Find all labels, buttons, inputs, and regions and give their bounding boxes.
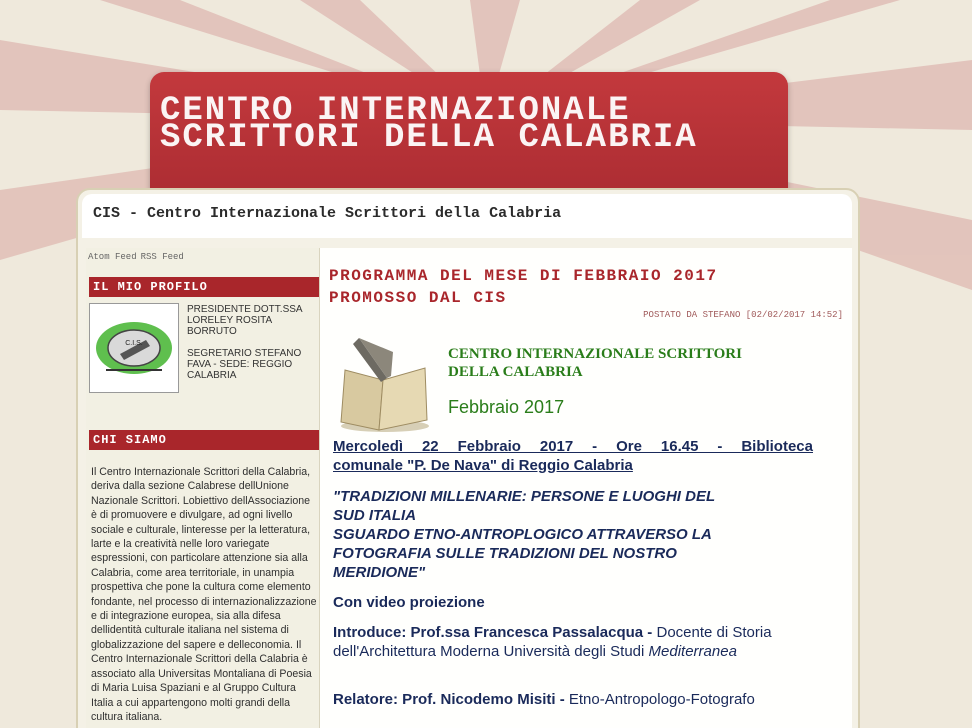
about-heading: CHI SIAMO [89,430,319,450]
rel-text: Etno-Antropologo-Fotografo [564,691,755,708]
intro-italic: Mediterranea [648,643,737,660]
month-label: Febbraio 2017 [448,397,565,417]
post-title[interactable]: PROGRAMMA DEL MESE DI FEBBRAIO 2017 PROMOSSO DAL CIS [329,267,718,307]
about-text: Il Centro Internazionale Scrittori della Calabria, deriva dalla sezione Calabrese dellUnione Nazionale Scrittori. Lobiettivo dellAssociazione è di promuovere e divulgare, ad ogni livello sociale e culturale, linteresse per la letteratura, larte e la creatività nelle loro variegate espressioni, con particolare attenzione sia alla Calabria, come area territoriale, in unampia prospettiva che pone la cultura come elemento fondante, nel processo di internazionalizzazione e di integrazione europea, sia alla difesa dellidentità culturale italiana nel sistema di globalizzazione del sapere e delleconomia. Il Centro Internazionale Scrittori della Calabria è associato alla Universitas Montaliana di Poesia di Maria Luisa Spaziani e al Gruppo Cultura Italia a cui appartengono molti grandi della cultura italiana. [91,466,317,723]
post-meta: POSTATO DA STEFANO [02/02/2017 14:52] [643,310,843,320]
quote-line-5: MERIDIONE" [333,564,426,581]
rel-label: Relatore: Prof. Nicodemo Misiti - [333,691,565,708]
svg-text:C.I.S.: C.I.S. [125,340,143,347]
profile-heading: IL MIO PROFILO [89,277,319,297]
profile-text [187,304,315,381]
quote-line-1: "TRADIZIONI MILLENARIE: PERSONE E LUOGHI DEL [333,488,716,505]
site-name: CIS - Centro Internazionale Scrittori della Calabria [93,205,562,222]
profile-president: PRESIDENTE DOTT.SSA LORELEY ROSITA BORRUTO [187,304,303,337]
feed-links [88,252,188,262]
introducer [333,623,813,661]
open-book-icon [333,330,433,434]
video-note: Con video proiezione [333,594,485,611]
quote-line-3: SGUARDO ETNO-ANTROPLOGICO ATTRAVERSO LA [333,526,712,543]
atom-feed-link[interactable]: Atom Feed [88,252,137,262]
quote-line-2: SUD ITALIA [333,507,417,524]
quote-line-4: FOTOGRAFIA SULLE TRADIZIONI DEL NOSTRO [333,545,677,562]
event-details[interactable] [333,437,813,475]
speaker [333,690,813,709]
profile-logo[interactable] [89,303,179,393]
rss-feed-link[interactable]: RSS Feed [140,252,184,262]
event-line-2: comunale "P. De Nava" di Reggio Calabria [333,457,633,474]
intro-label: Introduce: Prof.ssa Francesca Passalacqua - [333,624,653,641]
event-subtitle [333,487,813,582]
intro-text: Docente di Storia dell'Architettura Moderna Università degli Studi [333,624,772,660]
cis-title: CENTRO INTERNAZIONALE SCRITTORI DELLA CALABRIA [448,346,742,380]
cis-logo-icon [90,304,178,392]
event-line-1: Mercoledì 22 Febbraio 2017 - Ore 16.45 - Biblioteca [333,438,813,455]
profile-secretary: SEGRETARIO STEFANO FAVA - SEDE: REGGIO CALABRIA [187,348,302,381]
banner-title[interactable]: CENTRO INTERNAZIONALE SCRITTORI DELLA CALABRIA [160,92,698,157]
